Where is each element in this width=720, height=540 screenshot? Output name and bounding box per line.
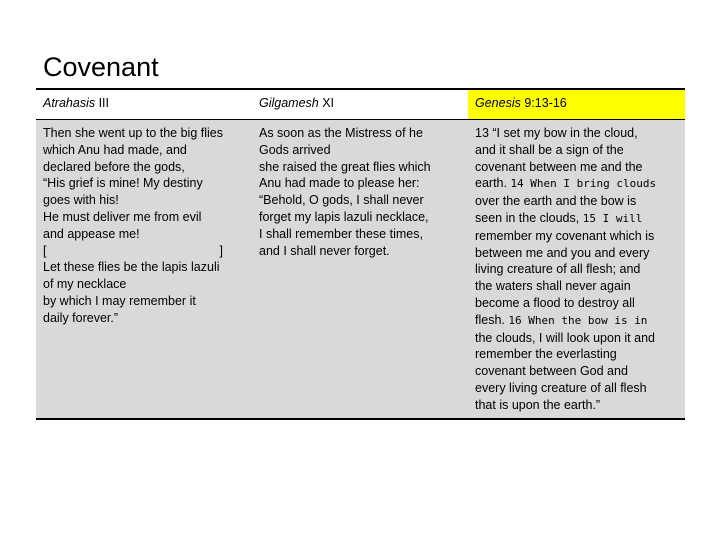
text-line: covenant between me and the <box>475 159 643 174</box>
text-line: that is upon the earth.” <box>475 397 601 412</box>
text-line <box>475 312 678 330</box>
text-line: declared before the gods, <box>43 159 185 174</box>
text-line: living creature of all flesh; and <box>475 262 641 277</box>
text-line <box>475 175 678 193</box>
text-line: of my necklace <box>43 277 127 292</box>
lacuna-open-bracket: [ <box>43 243 47 258</box>
verse-fragment: 14 When I bring clouds <box>510 177 657 191</box>
text-line: every living creature of all flesh <box>475 380 647 395</box>
column-header-genesis <box>468 89 685 120</box>
column-header-title: Gilgamesh <box>259 96 319 110</box>
text-line: I shall remember these times, <box>259 226 423 241</box>
text-line: and appease me! <box>43 226 140 241</box>
table-body-row <box>36 120 685 419</box>
text-line <box>475 210 678 228</box>
text-line: by which I may remember it <box>43 293 196 308</box>
text-line: which Anu had made, and <box>43 142 187 157</box>
text-line: 13 “I set my bow in the cloud, <box>475 126 638 140</box>
lacuna-close-bracket: ] <box>219 243 223 258</box>
text-line: and it shall be a sign of the <box>475 142 624 157</box>
text-line: daily forever.” <box>43 310 119 325</box>
column-header-atrahasis <box>36 89 252 120</box>
text-line: and I shall never forget. <box>259 243 390 258</box>
text-line: remember the everlasting <box>475 347 617 362</box>
verse-fragment: 16 When the bow is in <box>508 313 648 327</box>
text-line: Gods arrived <box>259 142 331 157</box>
lacuna-bracket-line <box>43 243 223 260</box>
text-fragment: seen in the clouds, <box>475 210 583 225</box>
genesis-text-cell <box>468 120 685 419</box>
text-line: Anu had made to please her: <box>259 176 420 191</box>
text-line: forget my lapis lazuli necklace, <box>259 209 429 224</box>
text-line: “Behold, O gods, I shall never <box>259 193 424 208</box>
text-line: Let these flies be the lapis lazuli <box>43 260 220 275</box>
column-header-title: Atrahasis <box>43 96 96 110</box>
slide-title: Covenant <box>43 52 159 82</box>
text-line: Then she went up to the big flies <box>43 126 223 140</box>
table-header-row <box>36 89 685 120</box>
text-line: over the earth and the bow is <box>475 194 637 209</box>
text-line: goes with his! <box>43 193 119 208</box>
column-header-gilgamesh <box>252 89 468 120</box>
text-line: she raised the great flies which <box>259 159 431 174</box>
text-line: the clouds, I will look upon it and <box>475 330 655 345</box>
column-header-title: Genesis <box>475 96 521 110</box>
column-header-suffix: III <box>95 96 110 110</box>
text-line: between me and you and every <box>475 245 650 260</box>
text-fragment: flesh. <box>475 312 509 327</box>
atrahasis-text-cell <box>36 120 252 419</box>
text-fragment: earth. <box>475 176 511 191</box>
text-line: covenant between God and <box>475 364 628 379</box>
text-line: the waters shall never again <box>475 279 631 294</box>
column-header-suffix: XI <box>318 96 335 110</box>
gilgamesh-text-cell <box>252 120 468 419</box>
covenant-comparison-table <box>36 88 685 420</box>
column-header-suffix: 9:13-16 <box>520 96 567 110</box>
text-line: “His grief is mine! My destiny <box>43 176 203 191</box>
text-line: become a flood to destroy all <box>475 295 635 310</box>
text-line: As soon as the Mistress of he <box>259 126 423 140</box>
verse-fragment: 15 I will <box>582 211 643 225</box>
text-line: He must deliver me from evil <box>43 209 202 224</box>
text-line: remember my covenant which is <box>475 228 655 243</box>
